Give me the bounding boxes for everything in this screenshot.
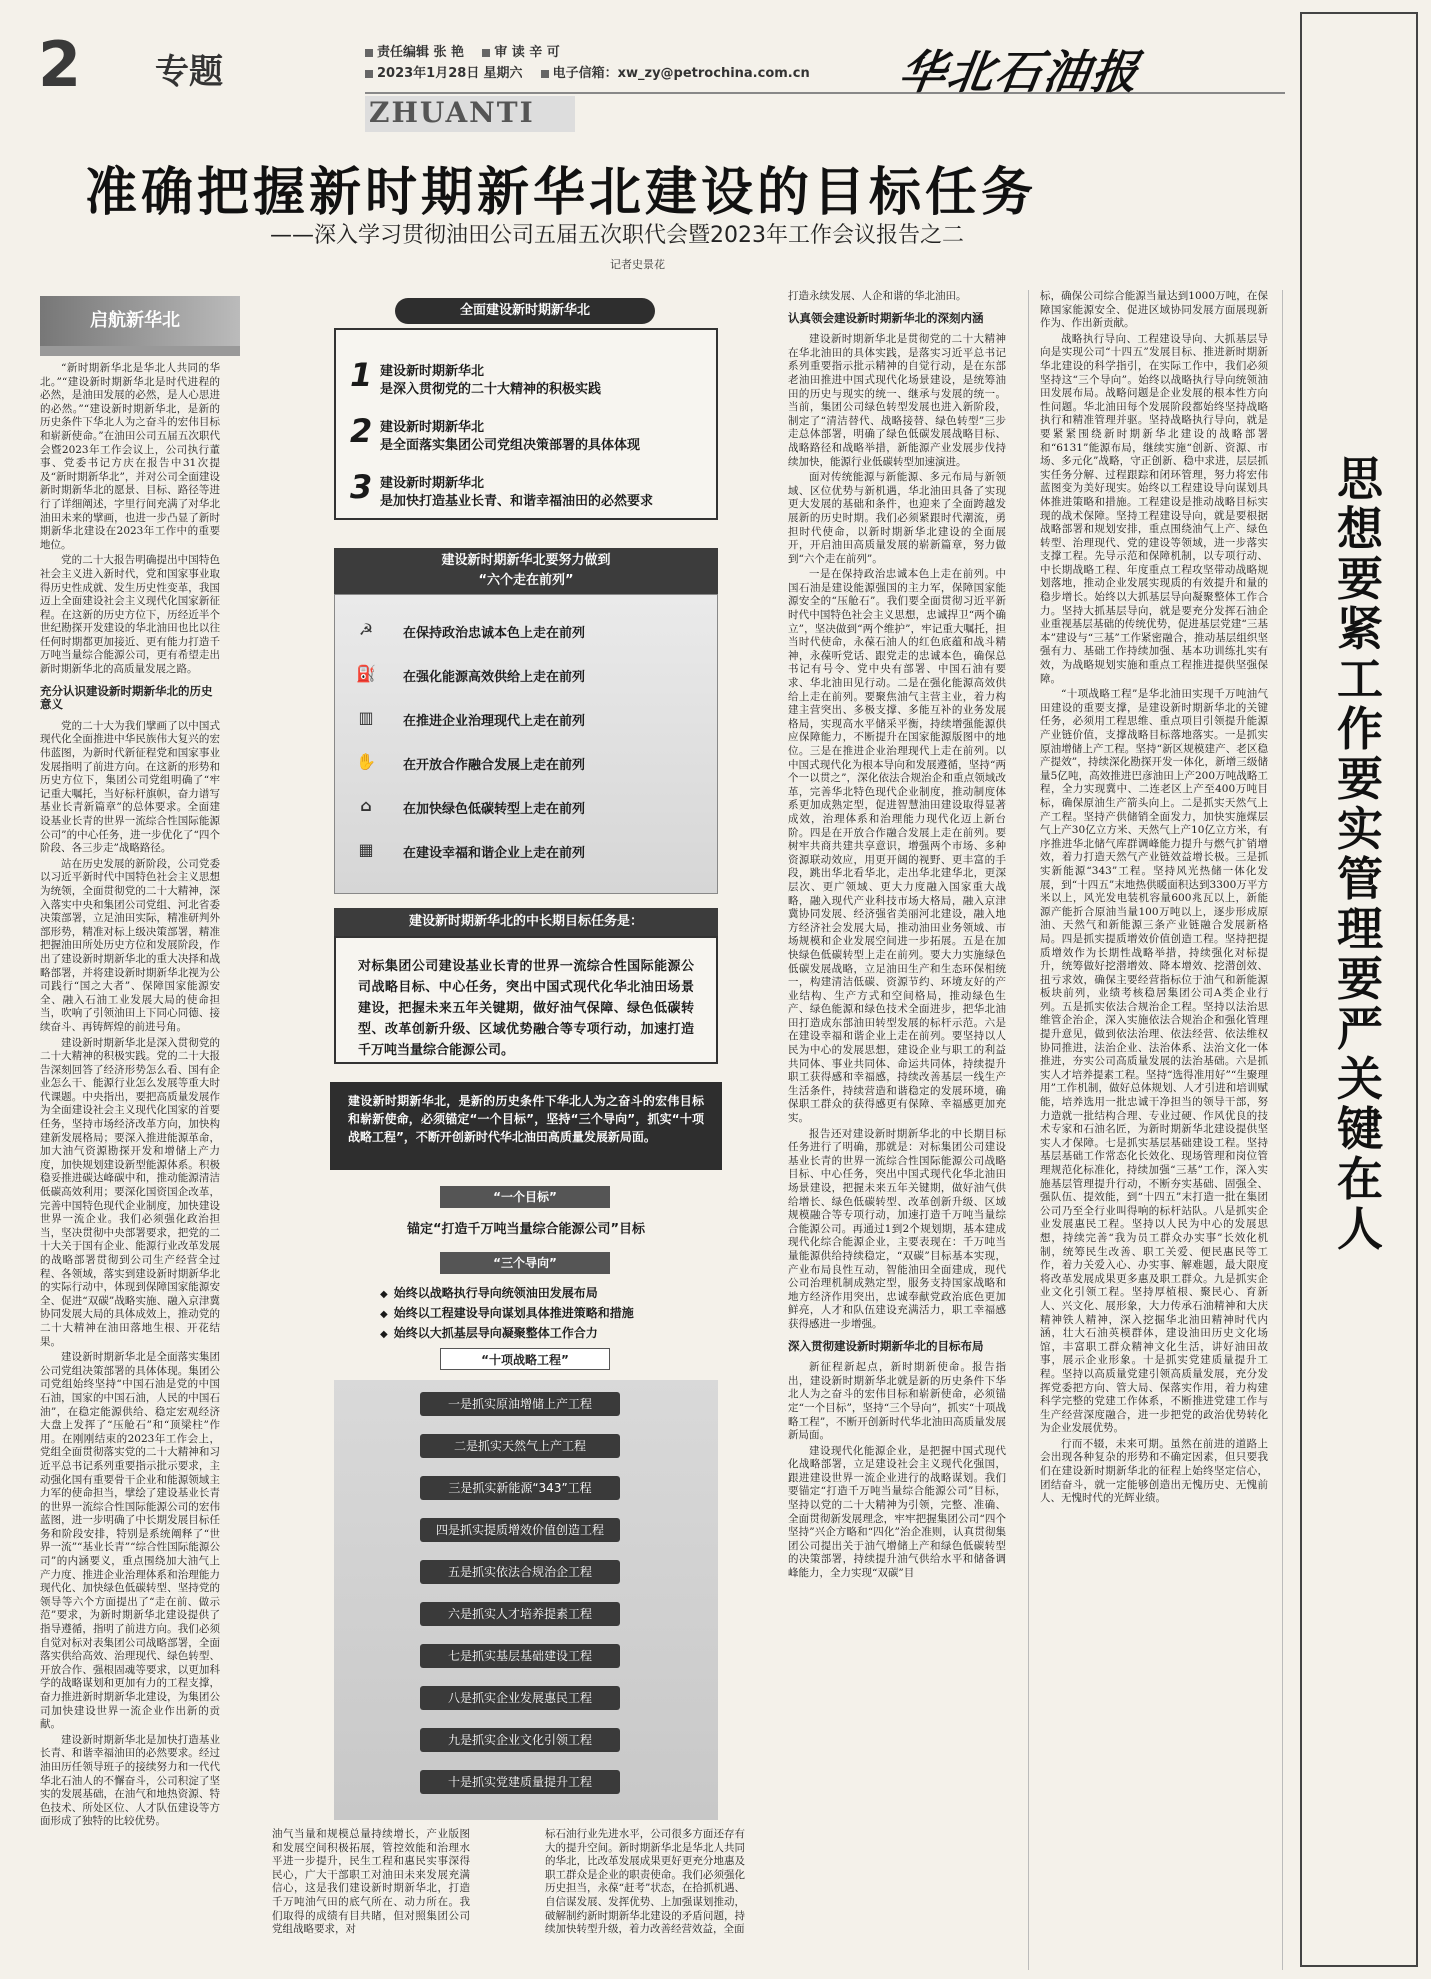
project-item: 六是抓实人才培养提素工程 <box>420 1602 620 1626</box>
project-item: 八是抓实企业发展惠民工程 <box>420 1686 620 1710</box>
project-item: 三是抓实新能源“343”工程 <box>420 1476 620 1500</box>
leading-item: ⌂ 在加快绿色低碳转型上走在前列 <box>355 791 699 823</box>
header-rule <box>365 92 1285 94</box>
paragraph: 党的二十大为我们擘画了以中国式现代化全面推进中华民族伟大复兴的宏伟蓝图，为新时代新征程党和国家事业发展指明了前进方向。在这新的形势和历史方位下，集团公司党组明确了“牢记重大嘱托，当好标杆旗帜，奋力谱写基业长青新篇章”的总体要求。全面建设基业长青的世界一流综合性国际能源公司”的中心任务，进一步优化了“四个阶段、各三步走”战略路径。 <box>40 719 220 855</box>
masthead <box>30 18 1290 128</box>
meaning-box: 1 建设新时期新华北 是深入贯彻党的二十大精神的积极实践 2 建设新时期新华北 是全面落实集团公司党组决策部署的具体体现 3 建设新时期新华北 是加快打造基业长青、和谐幸福油田的必然要求 <box>334 328 718 520</box>
project-item: 九是抓实企业文化引领工程 <box>420 1728 620 1752</box>
project-item: 七是抓实基层基础建设工程 <box>420 1644 620 1668</box>
party-emblem-icon: ☭ <box>358 620 374 639</box>
mission-box: 建设新时期新华北，是新的历史条件下华北人为之奋斗的宏伟目标和崭新使命，必须锚定“一个目标”，坚持“三个导向”，抓实“十项战略工程”，不断开创新时代华北油田高质量发展新局面。 <box>330 1082 722 1170</box>
paragraph: 新征程新起点，新时期新使命。报告指出，建设新时期新华北就是新的历史条件下华北人为之奋斗的宏伟目标和崭新使命，必须锚定“一个目标”，坚持“三个导向”，抓实“十项战略工程”，不断开创新时代华北油田高质量发展新局面。 <box>788 1361 1006 1442</box>
solar-panel-icon: ▦ <box>358 840 374 859</box>
section-heading: 充分认识建设新时期新华北的历史意义 <box>40 683 213 712</box>
article-column-4 <box>788 290 1006 1968</box>
section-pinyin: ZHUANTI <box>365 96 575 132</box>
article-column-1 <box>40 362 220 1962</box>
editor-line: 责任编辑 张 艳 <box>365 45 464 60</box>
proofreader-line: 审 读 辛 可 <box>482 45 560 60</box>
section-heading: 深入贯彻建设新时期新华北的目标布局 <box>788 1338 984 1353</box>
chart-icon: ▥ <box>358 708 374 727</box>
date-line: 2023年1月28日 星期六 <box>365 66 522 81</box>
kicker-banner: 启航新华北 <box>40 296 240 346</box>
six-leading-box <box>334 594 718 894</box>
handshake-icon: ✋ <box>356 752 376 771</box>
paragraph: 油气当量和规模总量持续增长，产业版图和发展空间积极拓展，管控效能和治理水平进一步提升，民生工程和惠民实事深得民心，广大干部职工对油田未来发展充满信心，这是我们建设新时期新华北，打造千万吨油气田的底气所在、动力所在。我们取得的成绩有目共睹，但对照集团公司党组战略要求，对 <box>272 1828 470 1936</box>
email-line: 电子信箱：xw_zy@petrochina.com.cn <box>541 66 810 81</box>
paragraph: 标石油行业先进水平，公司很多方面还存有大的提升空间。新时期新华北是华北人共同的华北，比改革发展成果更好更充分地惠及职工群众是企业的职责使命。我们必须强化历史担当，永葆“赶考”状态，在拾抓机遇、自信谋发展、发挥优势、上加强谋划推动，破解制约新时期新华北建设的矛盾问题，持续加快转型升级，着力改善经营效益，全面 <box>545 1828 745 1936</box>
one-goal-text: 锚定“打造千万吨当量综合能源公司”目标 <box>406 1222 646 1237</box>
paragraph: 建设新时期新华北是深入贯彻党的二十大精神的积极实践。党的二十大报告深刻回答了经济形势怎么看、国有企业怎么干、能源行业怎么发展等重大时代课题。中央指出，要把高质量发展作为全面建设社会主义现代化国家的首要任务，坚持市场经济改革方向，加快构建新发展格局；要深入推进能源革命，加大油气资源勘探开发和增储上产力度，加快规划建设新型能源体系。积极稳妥推进碳达峰碳中和，推动能源清洁低碳高效利用；要深化国资国企改革，完善中国特色现代企业制度，加快建设世界一流企业。我们必须强化政治担当，坚决贯彻中央部署要求，把党的二十大关于国有企业、能源行业改革发展的战略部署贯彻到公司生产经营全过程、各领域，落实到建设新时期新华北的实际行动中，体现到保障国家能源安全、促进“双碳”战略实施、融入京津冀协同发展大局的具体成效上，推动党的二十大精神在油田落地生根、开花结果。 <box>40 1036 220 1348</box>
subheadline: ——深入学习贯彻油田公司五届五次职代会暨2023年工作会议报告之二 <box>270 223 964 248</box>
paragraph: 战略执行导向、工程建设导向、大抓基层导向是实现公司“十四五”发展目标、推进新时期新华北建设的科学指引，在实际工作中，我们必须坚持这“三个导向”。始终以战略执行导向统领油田发展布局。战略问题是企业发展的根本性方向性问题。华北油田每个发展阶段都始终坚持战略执行和精准管理并驱。坚持战略执行导向，就是要紧紧围绕新时期新华北建设的战略部署和“6131”能源布局，继续实施“创新、资源、市场、多元化”战略，守正创新、稳中求进，层层抓实任务分解、过程跟踪和闭环管理，努力将宏伟蓝图变为美好现实。始终以工程建设导向谋划具体推进策略和措施。工程建设是推动战略目标实现的战术保障。坚持工程建设导向，就是要根据战略部署和规划安排，重点围绕油气上产、绿色转型、治理现代、党的建设等领域，进一步落实支撑工程。先导示范和保障机制，以专项行动、中长期战略工程、年度重点工程攻坚带动战略规划落地，推动企业发展实现质的有效提升和量的稳步增长。始终以大抓基层导向凝聚整体工作合力。坚持大抓基层导向，就是要充分发挥石油企业重视基层基础的传统优势，促进基层党建“三基本”建设与“三基”工作紧密融合，推动基层组织坚强有力、基础工作持续加强、基本功训练扎实有效，为战略规划实施和重点工程推进提供坚强保障。 <box>1040 332 1268 685</box>
paragraph: “十项战略工程”是华北油田实现千万吨油气田建设的重要支撑，是建设新时期新华北的关键任务，必须用工程思维、重点项目引领提升能源产业链价值，支撑战略目标落地落实。一是抓实原油增储上产工程。坚持“新区规模建产、老区稳产提效”，持续深化勘探开发一体化，新增三级储量5亿吨，高效推进巴彦油田上产200万吨战略工程，全力实现冀中、二连老区上产至400万吨目标，确保原油生产箭头向上。二是抓实天然气上产工程。坚持产供储销全面发力，加快实施煤层气上产30亿立方米、天然气上产10亿立方米，有序推进华北储气库群调峰能力提升与燃气扩销增效，着力打造天然气产业链效益增长极。三是抓实新能源“343”工程。坚持风光热储一体化发展，到“十四五”末地热供暖面积达到3300万平方米以上，风光发电装机容量600兆瓦以上，新能源产能折合原油当量100万吨以上，逐步形成原油、天然气和新能源三条产业链融合发展新格局。四是抓实提质增效价值创造工程。坚持把提质增效作为长期性战略举措，持续强化对标提升，统筹做好挖潜增效、降本增效、挖潜创效、扭亏求效，确保主要经营指标位于油气和新能源板块前列，业绩考核稳居集团公司A类企业行列。五是抓实依法合规治企工程。坚持以法治思维管企治企，深入实施依法合规治企和强化管理提升意见，做到依法治理、依法经营、依法维权协同推进，法治企业、法治体系、法治文化一体推进，夯实公司高质量发展的法治基础。六是抓实人才培养提素工程。坚持“选得准用好”“生聚理用”工作机制，做好总体规划、人才引进和培训赋能，培养选用一批忠诚干净担当的领导干部，努力造就一批结构合理、专业过硬、作风优良的技术专家和石油名匠，为新时期新华北建设提供坚实人才保障。七是抓实基层基础建设工程。坚持基层基础工作常态化长效化、现场管理和岗位管理规范化标准化，持续加强“三基”工作，深入实施基层管理提升行动，不断夯实基础、固强全、强队伍、提效能，到“十四五”末打造一批在集团公司乃至全行业叫得响的标杆站队。八是抓实企业发展惠民工程。坚持以人民为中心的发展思想，持续完善“我为员工群众办实事”长效化机制，统筹民生改善、职工关爱、便民惠民等工作，着力关爱入心、办实事、解难题，最大限度将改革发展成果更多惠及职工群众。九是抓实企业文化引领工程。坚持厚植根、聚民心、育新人、兴文化、展形象，大力传承石油精神和大庆精神铁人精神，深入挖掘华北油田精神时代内涵，壮大石油英模群体，建设油田历史文化场馆，丰富职工群众精神文化生活，讲好油田故事，展示企业形象。十是抓实党建质量提升工程。坚持以高质量党建引领高质量发展，充分发挥党委把方向、管大局、保落实作用，着力构建科学完整的党建工作体系，不断推进党建工作与生产经营深度融合，进一步把党的政治优势转化为企业发展优势。 <box>1040 688 1268 1435</box>
three-orient-tag: “三个导向” <box>440 1252 610 1274</box>
article-column-5 <box>1040 290 1268 1968</box>
meta-info <box>365 42 824 84</box>
paragraph: 面对传统能源与新能源、多元布局与新领域、区位优势与新机遇，华北油田具备了实现更大发展的基础和条件，也迎来了全面跨越发展新的历史时期。我们必须紧跟时代潮流，勇担时代使命，以新时期新华北建设的全面展开，开启油田高质量发展的崭新篇章，努力做到“六个走在前列”。 <box>788 471 1006 565</box>
one-goal-tag: “一个目标” <box>440 1186 610 1208</box>
orientation-item: ◆ 始终以战略执行导向统领油田发展布局 <box>380 1284 598 1301</box>
paragraph: 一是在保持政治忠诚本色上走在前列。中国石油是建设能源强国的主力军，保障国家能源安全的“压舱石”。我们要全面贯彻习近平新时代中国特色社会主义思想，忠诚捍卫“两个确立”，坚决做到“两个维护”，牢记重大嘱托，担当时代使命，永葆石油人的红色底蕴和战斗精神，永葆听党话、跟党走的忠诚本色，确保总书记有号令、党中央有部署、中国石油有要求、华北油田见行动。二是在强化能源高效供给上走在前列。要聚焦油气主营主业，着力构建主营突出、多极支撑、多能互补的业务发展格局，实现高水平储采平衡，持续增强能源供应保障能力，不断提升在国家能源版图中的地位。三是在推进企业治理现代上走在前列。以中国式现代化为根本导向和发展遵循，坚持“两个一以贯之”，深化依法合规治企和重点领域改革，完善华北特色现代企业制度，推动制度体系更加成熟定型，促进智慧油田建设取得显著成效，治理体系和治理能力现代化迈上新台阶。四是在开放合作融合发展上走在前列。要树牢共商共建共享意识，增强两个市场、多种资源联动效应，用更开阔的视野、更丰富的手段，跳出华北看华北，走出华北建华北，更深层次、更广领域、更大力度融入国家重大战略，融入现代产业科技市场大格局，融入京津冀协同发展、经济强省美丽河北建设，融入地方经济社会发展大局，推动油田业务领域、市场规模和企业发展空间进一步拓展。五是在加快绿色低碳转型上走在前列。要大力实施绿色低碳发展战略，立足油田生产和生态环保相统一，构建清洁低碳、资源节约、环境友好的产业结构、生产方式和空间格局，推动绿色生产、绿色能源和绿色技术全面进步，把华北油田打造成东部油田转型发展的标杆示范。六是在建设幸福和谐企业上走在前列。要坚持以人民为中心的发展思想，建设企业与职工的利益共同体、事业共同体、命运共同体，持续提升职工获得感和幸福感，持续改善基层一线生产生活条件，持续营造和谐稳定的发展环境，确保职工群众的获得感更有保障、幸福感更加充实。 <box>788 568 1006 1125</box>
column-divider <box>1282 290 1283 1970</box>
section-title: 专题 <box>155 52 223 92</box>
page-number: 2 <box>38 28 82 101</box>
paragraph: 建设现代化能源企业，是把握中国式现代化战略部署，立足建设社会主义现代化强国，跟进建设世界一流企业进行的战略谋划。我们要锚定“打造千万吨当量综合能源公司”目标，坚持以党的二十大精神为引领，完整、准确、全面贯彻新发展理念，牢牢把握集团公司“四个坚持”兴企方略和“四化”治企准则，认真贯彻集团公司提出关于油气增储上产和绿色低碳转型的决策部署，持续提升油气供给水平和储备调峰能力，全力实现“双碳”目 <box>788 1444 1006 1580</box>
paragraph: 建设新时期新华北是贯彻党的二十大精神在华北油田的具体实践，是落实习近平总书记系列重要指示批示精神的自觉行动，是在东部老油田推进中国式现代化场景建设，是统筹油田的历史与现实的统一、继承与发展的统一。当前，集团公司绿色转型发展也进入新阶段，制定了“清洁替代、战略接替、绿色转型”三步走总体部署，明确了绿色低碳发展战略目标、战略路径和战略举措，新能源产业发展步伐持续加快，能源行业低碳转型加速演进。 <box>788 333 1006 468</box>
article-column-2 <box>272 1828 470 1968</box>
kicker-underline <box>40 346 240 356</box>
column-divider <box>1028 290 1029 1970</box>
paragraph: 建设新时期新华北是全面落实集团公司党组决策部署的具体体现。集团公司党组始终坚持“中国石油是党的中国石油，国家的中国石油，人民的中国石油”，在稳定能源供给、稳定宏观经济大盘上发挥了“压舱石”和“顶梁柱”作用。在刚刚结束的2023年工作会上，党组全面贯彻落实党的二十大精神和习近平总书记系列重要指示批示要求，主动强化国有重要骨干企业和能源领域主力军的使命担当，擘绘了建设基业长青的世界一流综合性国际能源公司的宏伟蓝图，进一步明确了中长期发展目标任务和阶段安排，特别是系统阐释了“世界一流”“基业长青”“综合性国际能源公司”的内涵要义，重点围绕加大油气上产力度、推进企业治理体系和治理能力现代化、加快绿色低碳转型、坚持党的领导等六个方面提出了“走在前、做示范”要求，为新时期新华北建设提供了指导遵循，指明了前进方向。我们必须自觉对标对表集团公司战略部署，全面落实供给高效、治理现代、绿色转型、开放合作、强根固魂等要求，以更加科学的战略谋划和更加有力的工程支撑，奋力推进新时期新华北建设，为集团公司加快建设世界一流企业作出新的贡献。 <box>40 1351 220 1731</box>
paragraph: 行而不辍，未来可期。虽然在前进的道路上会出现各种复杂的形势和不确定因素，但只要我们在建设新时期新华北的征程上始终坚定信心，团结奋斗，就一定能够创造出无愧历史、无愧前人、无愧时代的光辉业绩。 <box>1040 1437 1268 1505</box>
project-item: 五是抓实依法合规治企工程 <box>420 1560 620 1584</box>
section-heading: 认真领会建设新时期新华北的深刻内涵 <box>788 310 984 325</box>
orientation-item: ◆ 始终以工程建设导向谋划具体推进策略和措施 <box>380 1304 634 1321</box>
paragraph: 建设新时期新华北是加快打造基业长青、和谐幸福油田的必然要求。经过油田历任领导班子的接续努力和一代代华北石油人的不懈奋斗，公司积淀了坚实的发展基础，在油气和地热资源、特色技术、所处区位、人才队伍建设等方面形成了独特的比较优势。 <box>40 1733 220 1828</box>
paragraph: 站在历史发展的新阶段，公司党委以习近平新时代中国特色社会主义思想为统领，全面贯彻党的二十大精神，深入落实中央和集团公司党组、河北省委决策部署，立足油田实际，精准研判外部形势，精准对标上级决策部署，精准把握油田所处历史方位和发展阶段，作出了建设新时期新华北的重大决择和战略部署，并将建设新时期新华北视为公司践行“国之大者”、保障国家能源安全、融入石油工业发展大局的使命担当，吹响了引领油田上下同心同德、接续奋斗、再铸辉煌的前进号角。 <box>40 857 220 1033</box>
orientation-item: ◆ 始终以大抓基层导向凝聚整体工作合力 <box>380 1324 598 1341</box>
factory-icon: ⌂ <box>360 796 372 815</box>
byline: 记者史景花 <box>610 258 665 271</box>
paragraph: 党的二十大报告明确提出中国特色社会主义进入新时代，党和国家事业取得历史性成就、发生历史性变革，我国迈上全面建设社会主义现代化国家新征程。在这新的历史方位下，历经近半个世纪勘探开发建设的华北油田也比以往任何时期都更加接近、更有能力打造千万吨当量综合能源公司，更有希望走出新时期新华北的高质量发展之路。 <box>40 554 220 676</box>
headline: 准确把握新时期新华北建设的目标任务 <box>85 163 1038 223</box>
six-leading-header: 建设新时期新华北要努力做到 “六个走在前列” <box>334 548 718 594</box>
slogan-text: 思想要紧 工作要实 管理要严 关键在人 <box>1337 452 1383 1256</box>
project-item: 四是抓实提质增效价值创造工程 <box>420 1518 620 1542</box>
project-item: 二是抓实天然气上产工程 <box>420 1434 620 1458</box>
article-column-3 <box>545 1828 745 1968</box>
leading-item: ✋ 在开放合作融合发展上走在前列 <box>356 752 586 773</box>
project-item: 一是抓实原油增储上产工程 <box>420 1392 620 1416</box>
graphic-title: 全面建设新时期新华北 <box>395 298 655 324</box>
paragraph: “新时期新华北是华北人共同的华北。”“建设新时期新华北是时代进程的必然，是油田发展的必然，是人心思进的必然。”“建设新时期新华北，是新的历史条件下华北人为之奋斗的宏伟目标和崭新使命。”在油田公司五届五次职代会暨2023年工作会议上，公司执行董事、党委书记方庆在报告中31次提及“新时期新华北”，并对公司全面建设新时期新华北的愿景、目标、路径等进行了详细阐述，字里行间充满了对华北油田未来的擘画，也进一步凸显了新时期新华北建设在2023年工作中的重要地位。 <box>40 362 220 551</box>
goal-text: 对标集团公司建设基业长青的世界一流综合性国际能源公司战略目标、中心任务，突出中国式现代化华北油田场景建设，把握未来五年关键期，做好油气保障、绿色低碳转型、改革创新升级、区域优势融合等专项行动，加速打造千万吨当量综合能源公司。 <box>334 936 718 1064</box>
leading-item: ☭ 在保持政治忠诚本色上走在前列 <box>355 615 699 647</box>
newspaper-logo: 华北石油报 <box>895 45 1144 99</box>
leading-item: ▥ 在推进企业治理现代上走在前列 <box>355 703 699 735</box>
paragraph: 报告还对建设新时期新华北的中长期目标任务进行了明确，那就是：对标集团公司建设基业长青的世界一流综合性国际能源公司战略目标、中心任务，突出中国式现代化华北油田场景建设，把握未来五年关键期，做好油气供给增长、绿色低碳转型、改革创新升级、区域规模融合等专项行动，加速打造千万吨当量综合能源公司。再通过1到2个规划期，基本建成现代化综合能源企业，主要表现在：千万吨当量能源供给持续稳定，“双碳”目标基本实现，产业布局良性互动，智能油田全面建成，现代公司治理机制成熟定型，服务支持国家战略和地方经济作用突出，忠诚奉献党政治底色更加鲜亮，人才和队伍建设充满活力，职工幸福感获得感进一步增强。 <box>788 1127 1006 1330</box>
paragraph: 标，确保公司综合能源当量达到1000万吨，在保障国家能源安全、促进区域协同发展方面展现新作为、作出新贡献。 <box>1040 290 1268 330</box>
oil-derrick-icon: ⛽ <box>356 664 376 683</box>
ten-projects-tag: “十项战略工程” <box>440 1348 610 1370</box>
goal-header: 建设新时期新华北的中长期目标任务是： <box>334 908 718 936</box>
paragraph: 打造永续发展、人企和谐的华北油田。 <box>788 290 967 302</box>
slogan-banner <box>1300 12 1418 1967</box>
leading-item: ▦ 在建设幸福和谐企业上走在前列 <box>355 835 699 867</box>
leading-item: ⛽ 在强化能源高效供给上走在前列 <box>356 664 586 685</box>
project-item: 十是抓实党建质量提升工程 <box>420 1770 620 1794</box>
